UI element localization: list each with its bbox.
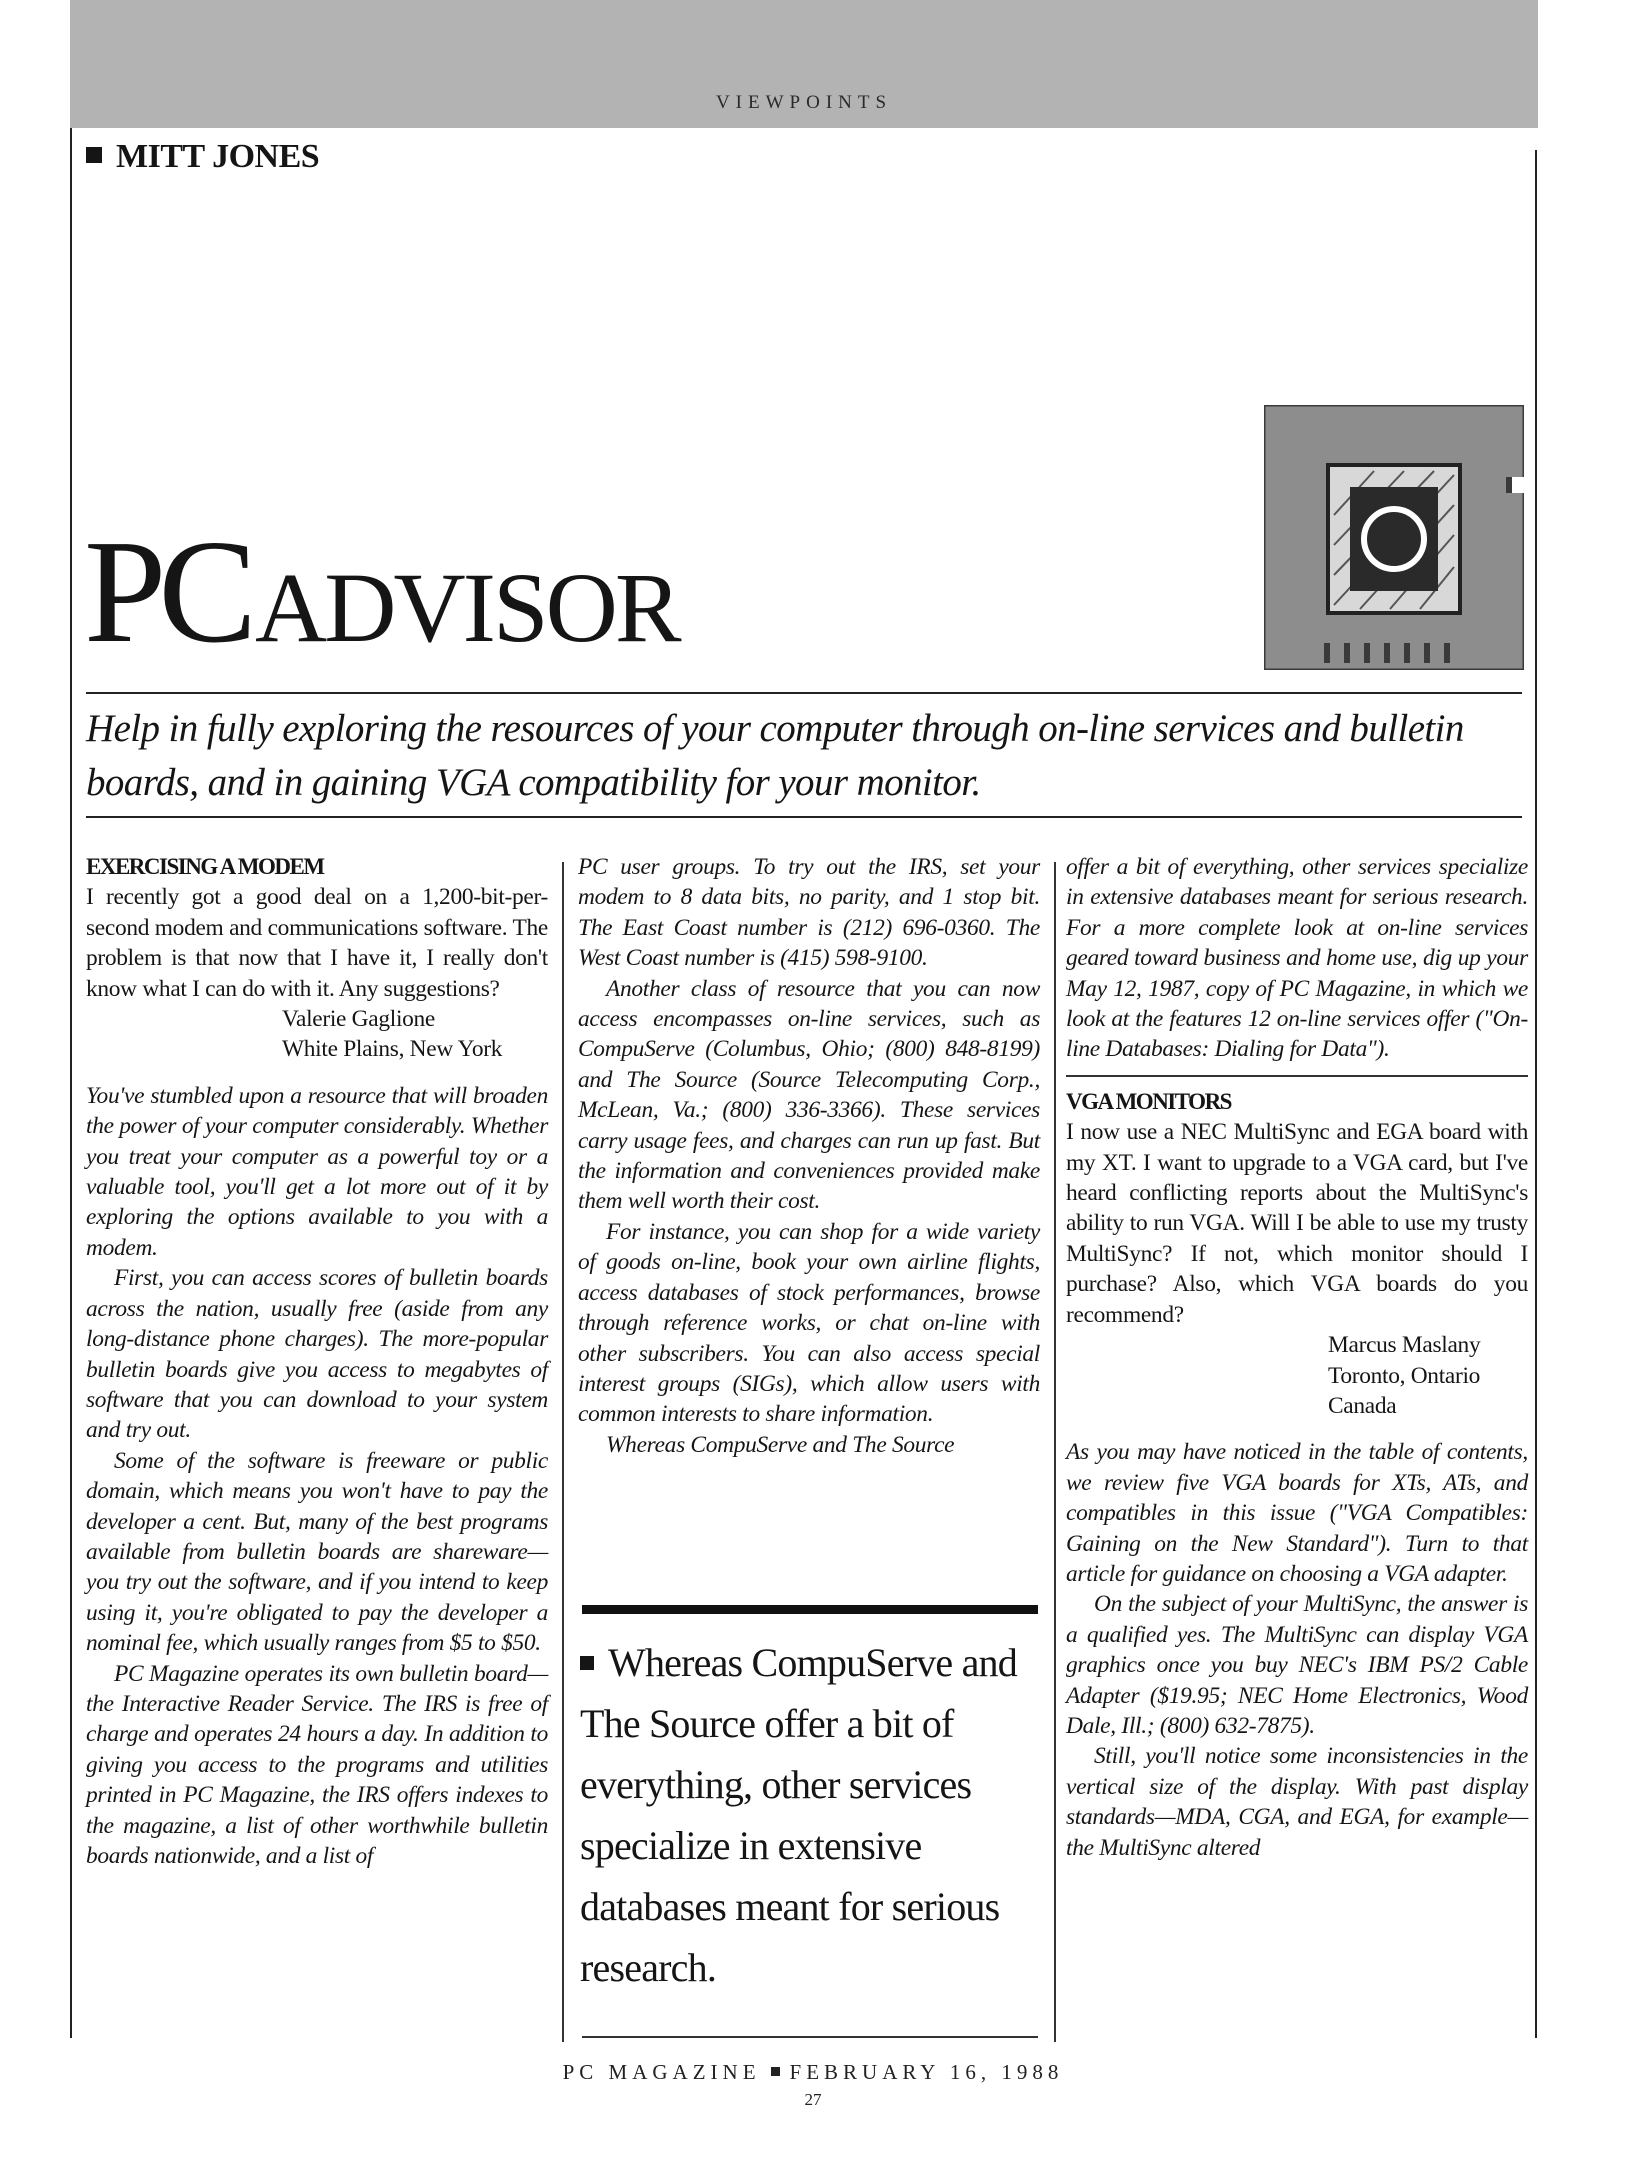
page-footer (0, 2060, 1626, 2085)
answer-paragraph: As you may have noticed in the table of contents, we review five VGA boards for XTs, ATs, and compatibles in this issue ("VGA Compatibles: Gaining on the New Standard"). Turn to that article for guidance on choosing a VGA adapter. (1066, 1439, 1528, 1587)
pull-quote-text: Whereas CompuServe and The Source offer a bit of everything, other services specialize in extensive databases meant for serious research. (580, 1640, 1017, 1990)
letter-signature-place: White Plains, New York (282, 1036, 503, 1063)
page-number: 27 (804, 2090, 822, 2109)
title-part-advisor: ADVISOR (255, 552, 679, 663)
bullet-square-icon (580, 1656, 594, 1670)
microchip-icon (1264, 405, 1524, 670)
article-column-2 (578, 852, 1040, 1460)
column-divider-2 (1054, 862, 1056, 2042)
answer-paragraph: Another class of resource that you can now access encompasses on-line services, such as CompuServe (Columbus, Ohio; (800) 848-8199) and The Source (Source Telecomputing Corp., McLean, Va.; (800) 336-3366). These services carry usage fees, and charges can run up fast. But the information and conveniences provided make them well worth their cost. (578, 975, 1040, 1215)
reader-letter-vga: I now use a NEC MultiSync and EGA board with my XT. I want to upgrade to a VGA card, but I've heard conflicting reports about the MultiSync's ability to run VGA. Will I be able to use my trusty MultiSync? If not, which monitor should I purchase? Also, which VGA boards do you recommend? (1066, 1119, 1528, 1328)
article-column-1 (86, 852, 548, 1871)
author-byline (86, 138, 319, 176)
issue-date: FEBRUARY 16, 1988 (789, 2060, 1064, 2084)
answer-paragraph: offer a bit of everything, other services specialize in extensive databases meant for serious research. For a more complete look at on-line services geared toward business and home use, dig up your May 12, 1987, copy of PC Magazine, in which we look at the features 12 on-line services offer ("On-line Databases: Dialing for Data"). (1066, 854, 1528, 1063)
reader-letter-modem: I recently got a good deal on a 1,200-bit-per-second modem and communications software. The problem is that now that I have it, I really don't know what I can do with it. Any suggestions? (86, 884, 548, 1002)
deck-bottom-rule (86, 816, 1522, 818)
bullet-square-icon (771, 2067, 780, 2076)
letter-signature-city: Toronto, Ontario (1328, 1362, 1481, 1389)
section-header-band (70, 0, 1538, 128)
section-heading-vga: VGA MONITORS (1066, 1088, 1231, 1114)
answer-paragraph: On the subject of your MultiSync, the answer is a qualified yes. The MultiSync can display VGA graphics once you buy NEC's IBM PS/2 Cable Adapter ($19.95; NEC Home Electronics, Wood Dale, Ill.; (800) 632-7875). (1066, 1591, 1528, 1739)
answer-paragraph: Still, you'll notice some inconsistencies in the vertical size of the display. With past display standards—MDA, CGA, and EGA, for example—the MultiSync altered (1066, 1743, 1528, 1861)
answer-paragraph: PC Magazine operates its own bulletin board—the Interactive Reader Service. The IRS is free of charge and operates 24 hours a day. In addition to giving you access to the programs and utilities printed in PC Magazine, the IRS offers indexes to the magazine, a list of other worthwhile bulletin boards nationwide, and a list of (86, 1660, 548, 1869)
answer-paragraph: First, you can access scores of bulletin boards across the nation, usually free (aside from any long-distance phone charges). The more-popular bulletin boards give you access to megabytes of software that you can download to your system and try out. (86, 1265, 548, 1444)
deck-top-rule (86, 692, 1522, 694)
column-divider-1 (562, 862, 564, 2042)
pull-quote-bar (582, 1605, 1038, 1614)
deck-subtitle: Help in fully exploring the resources of your computer through on-line services and bulletin boards, and in gaining VGA compatibility for your monitor. (86, 707, 1464, 804)
section-heading-modem: EXERCISING A MODEM (86, 854, 324, 879)
page-title (84, 510, 679, 674)
answer-paragraph: For instance, you can shop for a wide variety of goods on-line, book your own airline flights, access databases of stock performances, browse through reference works, or chat on-line with other subscribers. You can also access special interest groups (SIGs), which allow users with common interests to share information. (578, 1218, 1040, 1428)
frame-left-rule (70, 128, 72, 2038)
answer-paragraph: PC user groups. To try out the IRS, set your modem to 8 data bits, no parity, and 1 stop bit. The East Coast number is (212) 696-0360. The West Coast number is (415) 598-9100. (578, 854, 1040, 972)
frame-right-rule (1535, 150, 1537, 2038)
pull-quote-bottom-rule (582, 2036, 1038, 2038)
answer-paragraph: Some of the software is freeware or public domain, which means you won't have to pay the developer a cent. But, many of the best programs available from bulletin boards are shareware—you try out the software, and if you intend to keep using it, you're obligated to pay the developer a nominal fee, which usually ranges from $5 to $50. (86, 1447, 548, 1657)
answer-paragraph: You've stumbled upon a resource that will broaden the power of your computer considerably. Whether you treat your computer as a powerful toy or a valuable tool, you'll get a lot more out of it by exploring the options available to you with a modem. (86, 1082, 548, 1261)
letter-signature-name: Marcus Maslany (1328, 1332, 1481, 1359)
pull-quote (580, 1632, 1050, 1998)
author-name: MITT JONES (116, 138, 320, 175)
article-column-3 (1066, 852, 1528, 1863)
bullet-square-icon (86, 147, 102, 163)
letter-signature-name: Valerie Gaglione (282, 1006, 436, 1033)
letter-signature-country: Canada (1328, 1392, 1397, 1419)
answer-paragraph: Whereas CompuServe and The Source (606, 1431, 955, 1458)
magazine-name: PC MAGAZINE (562, 2060, 761, 2084)
title-part-pc: PC (84, 510, 250, 674)
section-label: VIEWPOINTS (715, 92, 893, 113)
section-separator-rule (1066, 1075, 1528, 1077)
